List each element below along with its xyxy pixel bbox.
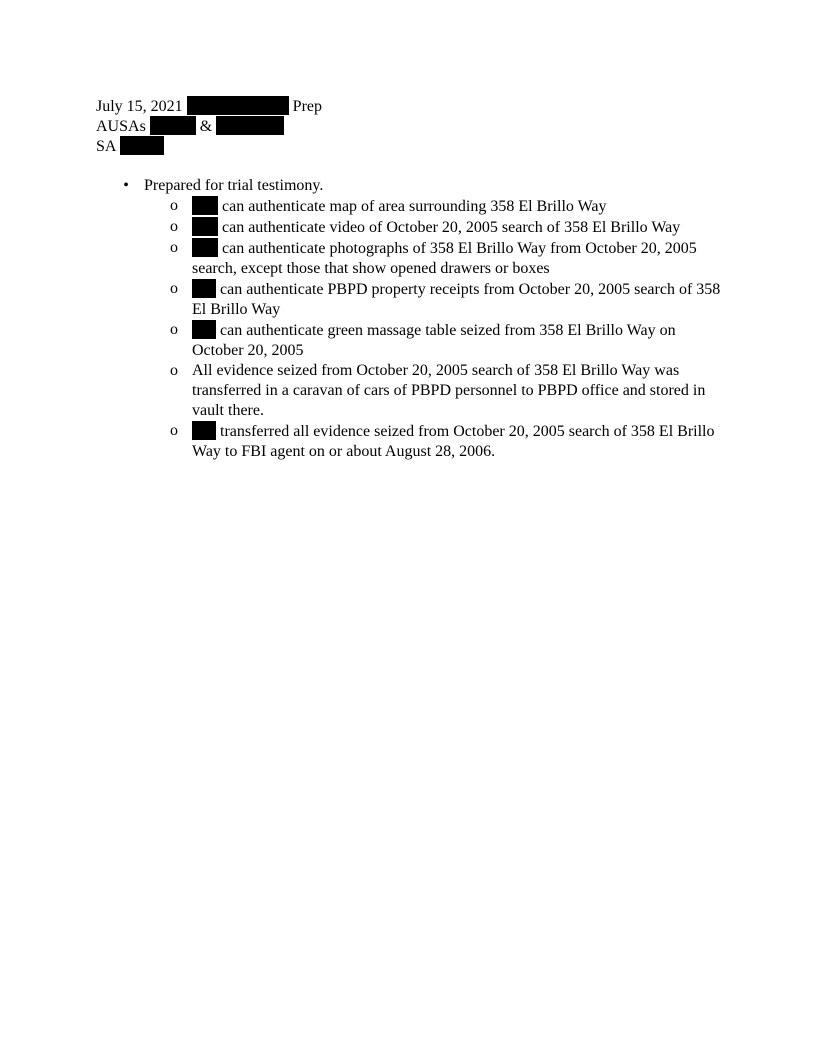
redaction-box bbox=[192, 421, 216, 440]
sub-list-item bbox=[96, 238, 722, 279]
memo-header bbox=[96, 96, 322, 156]
sub-bullet-marker: o bbox=[170, 422, 178, 439]
sub-list-item bbox=[96, 320, 722, 361]
sub-bullet-marker: o bbox=[170, 362, 178, 379]
sub-list-item bbox=[96, 217, 722, 238]
sub-list bbox=[96, 196, 736, 462]
redaction-box bbox=[192, 238, 218, 257]
redaction-box bbox=[216, 116, 284, 135]
redaction-box bbox=[150, 116, 196, 135]
header-sa-line bbox=[96, 136, 322, 156]
sub-item-text: can authenticate PBPD property receipts from October 20, 2005 search of 358 El Brillo Way bbox=[192, 281, 721, 318]
sub-bullet-marker: o bbox=[170, 321, 178, 338]
sub-item-text: can authenticate map of area surrounding 358 El Brillo Way bbox=[222, 198, 607, 215]
sub-list-item bbox=[96, 361, 722, 421]
list-item bbox=[96, 176, 736, 196]
sub-bullet-marker: o bbox=[170, 197, 178, 214]
sub-bullet-marker: o bbox=[170, 280, 178, 297]
notes-list bbox=[96, 176, 736, 462]
header-ampersand: & bbox=[199, 118, 213, 135]
redaction-box bbox=[187, 96, 289, 115]
sub-list-item bbox=[96, 279, 722, 320]
header-sa: SA bbox=[96, 138, 116, 155]
redaction-box bbox=[192, 217, 218, 236]
sub-item-text: All evidence seized from October 20, 2005 search of 358 El Brillo Way was transferred in a caravan of cars of PBPD personnel to PBPD office and stored in vault there. bbox=[192, 362, 706, 419]
redaction-box bbox=[120, 136, 164, 155]
header-prep: Prep bbox=[292, 98, 322, 115]
bullet-text: Prepared for trial testimony. bbox=[144, 177, 324, 194]
header-ausas-line bbox=[96, 116, 322, 136]
bullet-marker: • bbox=[123, 177, 129, 194]
sub-bullet-marker: o bbox=[170, 218, 178, 235]
redaction-box bbox=[192, 320, 216, 339]
header-date-line bbox=[96, 96, 322, 116]
sub-item-text: can authenticate green massage table seized from 358 El Brillo Way on October 20, 2005 bbox=[192, 322, 676, 359]
sub-list-item bbox=[96, 421, 722, 462]
header-ausas: AUSAs bbox=[96, 118, 146, 135]
sub-bullet-marker: o bbox=[170, 239, 178, 256]
header-date: July 15, 2021 bbox=[96, 98, 183, 115]
redaction-box bbox=[192, 279, 216, 298]
sub-item-text: can authenticate photographs of 358 El Brillo Way from October 20, 2005 search, except those that show opened drawers or boxes bbox=[192, 240, 697, 277]
redaction-box bbox=[192, 196, 218, 215]
sub-item-text: can authenticate video of October 20, 2005 search of 358 El Brillo Way bbox=[222, 219, 681, 236]
sub-item-text: transferred all evidence seized from October 20, 2005 search of 358 El Brillo Way to FBI agent on or about August 28, 2006. bbox=[192, 423, 715, 460]
sub-list-item bbox=[96, 196, 722, 217]
